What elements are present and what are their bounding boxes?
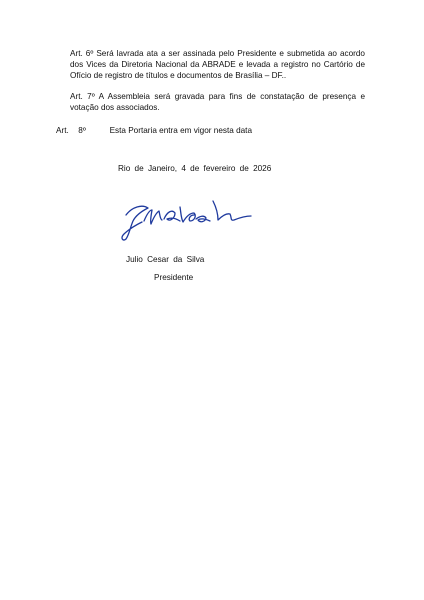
place-and-date: Rio de Janeiro, 4 de fevereiro de 2026	[118, 164, 272, 173]
article-6-paragraph: Art. 6º Será lavrada ata a ser assinada pelo Presidente e submetida ao acordo dos Vices da Diretoria Nacional da ABRADE e levada a registro no Cartório de Ofício de registro de títulos e documentos de Brasília – DF..	[70, 49, 365, 80]
article-7-paragraph: Art. 7º A Assembleia será gravada para fins de constatação de presença e votação dos associados.	[70, 92, 365, 112]
article-8-paragraph	[56, 125, 252, 136]
article-8-text: Esta Portaria entra em vigor nesta data	[109, 126, 253, 135]
handwritten-signature	[120, 195, 265, 245]
signer-name: Julio Cesar da Silva	[126, 255, 205, 264]
article-8-label: Art.	[56, 126, 69, 135]
signer-title: Presidente	[154, 273, 194, 282]
article-8-number: 8º	[78, 126, 86, 135]
signature-strokes	[122, 201, 251, 240]
